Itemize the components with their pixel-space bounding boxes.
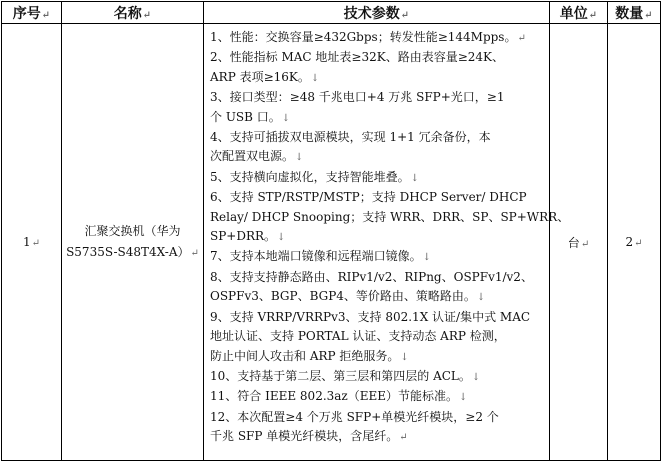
name-line-2: S5735S-S48T4X-A）↵ [66, 244, 199, 259]
header-no: 序号↵ [2, 2, 62, 24]
equipment-spec-table [1, 1, 661, 461]
spec-line: 次配置双电源。↓ [210, 149, 304, 164]
spec-line: 4、支持可插拔双电源模块，实现 1+1 冗余备份，本 [210, 130, 491, 145]
spec-line: 7、支持本地端口镜像和远程端口镜像。↓ [210, 249, 432, 264]
spec-line: 地址认证、支持 PORTAL 认证、支持动态 ARP 检测， [210, 329, 506, 344]
spec-line: 12、本次配置≥4 个万兆 SFP+单模光纤模块，≥2 个 [210, 409, 499, 424]
header-row [2, 2, 661, 24]
spec-line: 个 USB 口。↓ [210, 109, 291, 124]
name-line-1: 汇聚交换机（华为 [84, 223, 181, 238]
spec-line: ARP 表项≥16K。↓ [210, 69, 320, 84]
cell-qty: 2↵ [608, 24, 661, 461]
header-unit: 单位↵ [550, 2, 608, 24]
header-qty: 数量↵ [608, 2, 661, 24]
spec-line: 8、支持支持静态路由、RIPv1/v2、RIPng、OSPFv1/v2、 [210, 269, 533, 284]
spec-line: 1、性能：交换容量≥432Gbps；转发性能≥144Mpps。↵ [210, 30, 526, 44]
spec-line: OSPFv3、BGP、BGP4、等价路由、策略路由。↓ [210, 289, 486, 304]
table-row [2, 24, 661, 461]
cell-name [62, 24, 204, 461]
cell-unit: 台↵ [550, 24, 608, 461]
spec-line: 3、接口类型：≥48 千兆电口+4 万兆 SFP+光口，≥1 [210, 90, 505, 105]
spec-line: SP+DRR。↓ [210, 229, 286, 244]
cell-no: 1↵ [2, 24, 62, 461]
spec-line: 千兆 SFP 单模光纤模块，含尾纤。↵ [210, 429, 408, 444]
cell-spec [204, 24, 570, 461]
spec-line: 5、支持横向虚拟化，支持智能堆叠。↓ [210, 169, 420, 184]
spec-line: Relay/ DHCP Snooping；支持 WRR、DRR、SP、SP+WRR、 [210, 209, 570, 224]
header-spec: 技术参数↵ [204, 2, 550, 24]
spec-line: 10、支持基于第二层、第三层和第四层的 ACL。↓ [210, 368, 481, 383]
spec-line: 9、支持 VRRP/VRRPv3、支持 802.1X 认证/集中式 MAC [210, 309, 531, 324]
header-name: 名称↵ [62, 2, 204, 24]
spec-line: 6、支持 STP/RSTP/MSTP；支持 DHCP Server/ DHCP [210, 190, 527, 205]
spec-line: 2、性能指标 MAC 地址表≥32K、路由表容量≥24K、 [210, 50, 504, 65]
spec-line: 11、符合 IEEE 802.3az（EEE）节能标准。↓ [210, 389, 468, 404]
spec-line: 防止中间人攻击和 ARP 拒绝服务。↓ [210, 348, 409, 363]
